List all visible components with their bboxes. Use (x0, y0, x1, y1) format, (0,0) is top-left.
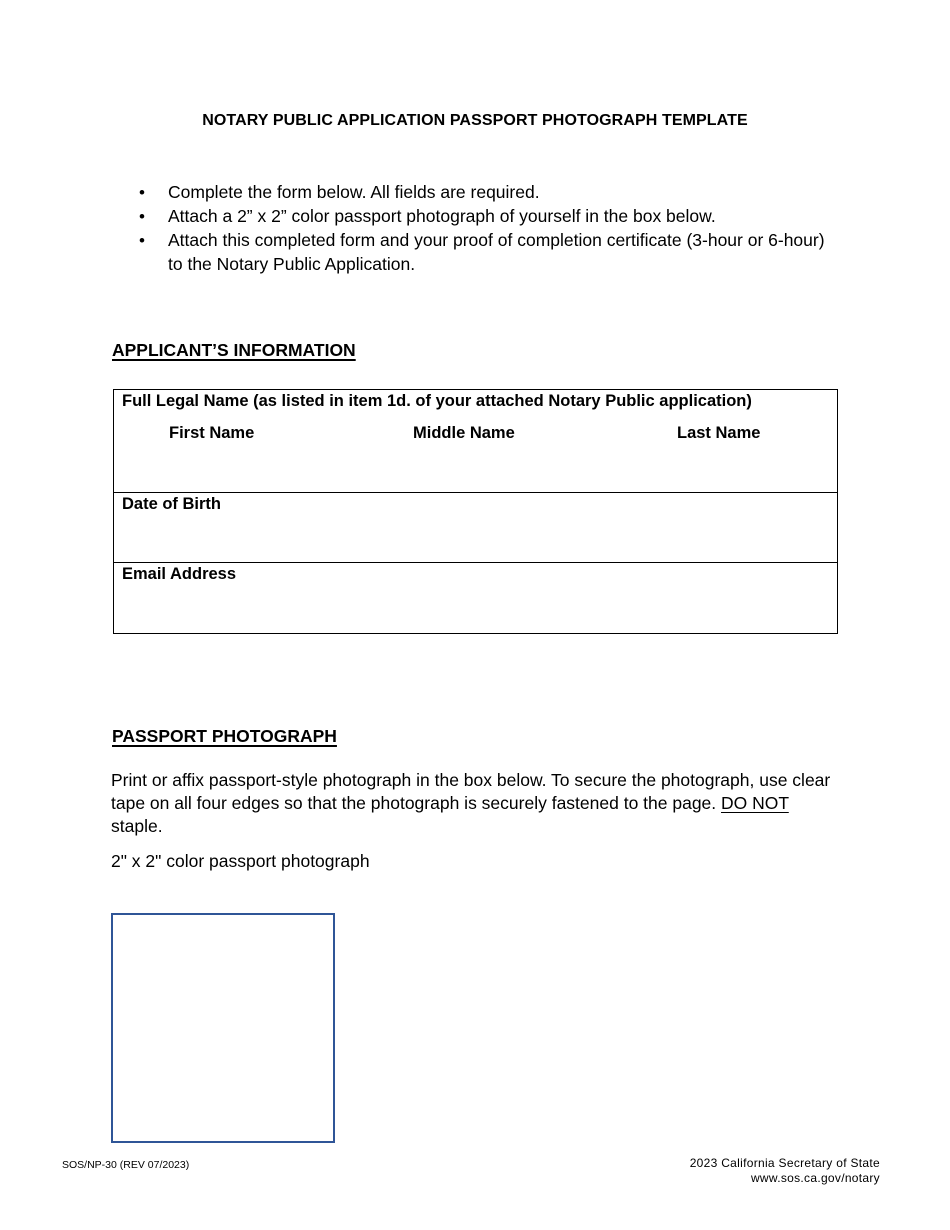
copyright-text: 2023 California Secretary of State (689, 1156, 880, 1170)
last-name-label: Last Name (677, 424, 761, 442)
date-of-birth-label: Date of Birth (122, 495, 221, 513)
bullet-icon: • (139, 207, 145, 226)
full-legal-name-label: Full Legal Name (as listed in item 1d. of your attached Notary Public application) (122, 392, 752, 410)
document-title: NOTARY PUBLIC APPLICATION PASSPORT PHOTOGRAPH TEMPLATE (202, 112, 748, 129)
form-id: SOS/NP-30 (REV 07/2023) (62, 1159, 190, 1171)
full-legal-name-row[interactable] (114, 390, 837, 493)
middle-name-label: Middle Name (413, 424, 515, 442)
first-name-label: First Name (169, 424, 255, 442)
email-address-label: Email Address (122, 565, 237, 583)
date-of-birth-row[interactable] (114, 493, 837, 563)
photo-caption: 2" x 2" color passport photograph (111, 851, 370, 871)
do-not-emphasis: DO NOT (721, 793, 789, 813)
instruction-item (139, 205, 839, 229)
footer-credits (690, 1156, 880, 1186)
instruction-text: Complete the form below. All fields are required. (168, 182, 540, 202)
photo-instructions-text: Print or affix passport-style photograph in the box below. To secure the photograph, use clear tape on all four edges so that the photograph is securely fastened to the page. (111, 770, 831, 813)
applicant-info-heading: APPLICANT’S INFORMATION (112, 340, 356, 360)
photo-instructions (111, 769, 831, 838)
bullet-icon: • (139, 183, 145, 202)
instruction-item (139, 229, 839, 276)
instruction-item (139, 181, 839, 205)
website-link[interactable]: www.sos.ca.gov/notary (750, 1171, 880, 1185)
bullet-icon: • (139, 231, 145, 250)
photo-instructions-end: staple. (111, 816, 163, 836)
instruction-text: Attach this completed form and your proof of completion certificate (3-hour or 6-hour) to the Notary Public Application. (168, 230, 825, 274)
instruction-text: Attach a 2” x 2” color passport photograph of yourself in the box below. (168, 206, 716, 226)
passport-photograph-heading: PASSPORT PHOTOGRAPH (112, 726, 337, 746)
passport-photo-box[interactable] (111, 913, 335, 1143)
email-address-row[interactable] (114, 563, 837, 633)
applicant-info-table (113, 389, 838, 634)
instructions-list (139, 181, 839, 277)
